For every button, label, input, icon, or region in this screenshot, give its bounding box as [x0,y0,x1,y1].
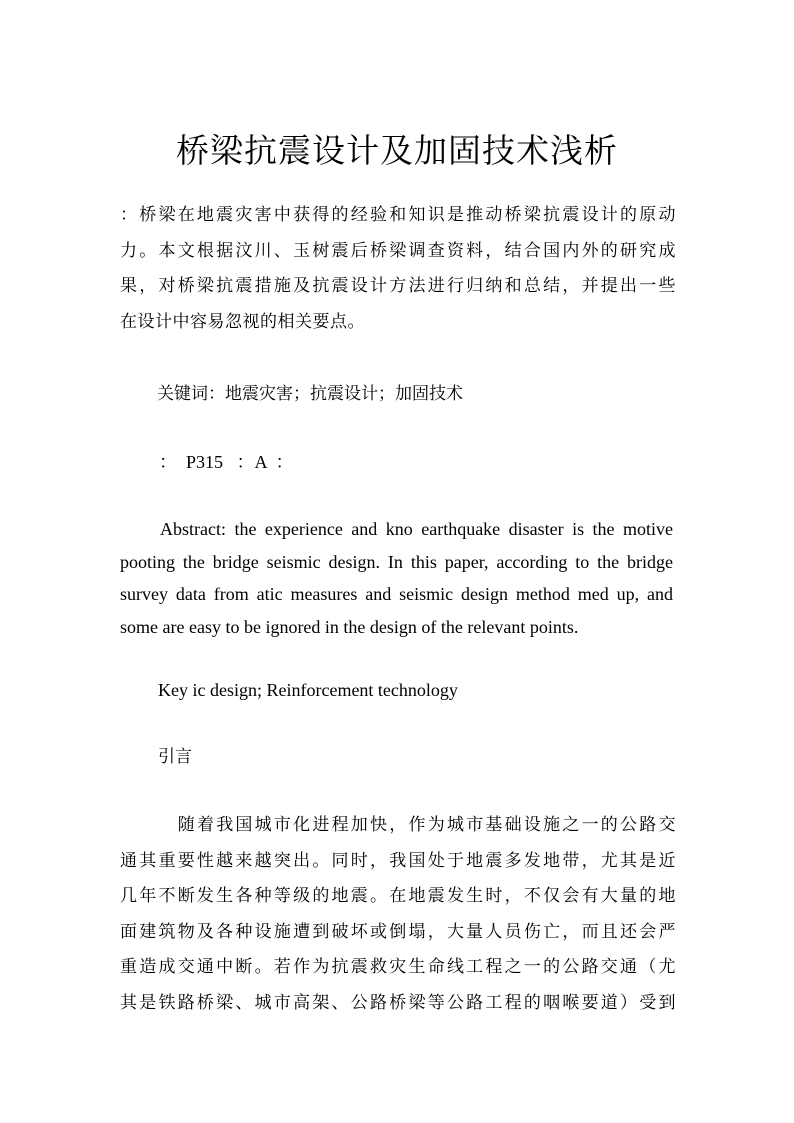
abstract-en-text: Abstract: the experience and kno earthquake disaster is the motive pooting the bridge seismic design. In this paper, according to the bridge survey data from atic measures and seismic design method med up, and some are easy to be ignored in the design of the relevant points. [120,519,673,637]
body-line: 面建筑物及各种设施遭到破坏或倒塌，大量人员伤亡，而且还会严 [120,921,676,942]
abstract-cn-line: ：桥梁在地震灾害中获得的经验和知识是推动桥梁抗震设计的原动 [120,205,676,225]
abstract-english [120,513,673,643]
abstract-chinese [120,198,676,340]
body-line: 重造成交通中断。若作为抗震救灾生命线工程之一的公路交通（尤 [120,957,676,977]
body-line [120,808,676,844]
body-line: 通其重要性越来越突出。同时，我国处于地震多发地带，尤其是近 [120,850,676,871]
abstract-cn-line: 力。本文根据汶川、玉树震后桥梁调查资料，结合国内外的研究成 [120,240,676,261]
section-heading-introduction: 引言 [158,747,192,767]
document-title: 桥梁抗震设计及加固技术浅析 [176,131,618,170]
abstract-cn-line: 果，对桥梁抗震措施及抗震设计方法进行归纳和总结，并提出一些 [120,276,676,296]
body-line: 其是铁路桥梁、城市高架、公路桥梁等公路工程的咽喉要道）受到 [120,992,676,1013]
keywords-english: Key ic design; Reinforcement technology [158,680,458,700]
body-line: 几年不断发生各种等级的地震。在地震发生时，不仅会有大量的地 [120,886,676,906]
abstract-cn-line: 在设计中容易忽视的相关要点。 [120,311,365,332]
classification-line: ： P315 ：A ： [159,452,294,472]
keywords-chinese: 关键词：地震灾害；抗震设计；加固技术 [157,384,463,404]
body-paragraph [120,808,676,1021]
body-line-text: 随着我国城市化进程加快，作为城市基础设施之一的公路交 [176,815,676,835]
